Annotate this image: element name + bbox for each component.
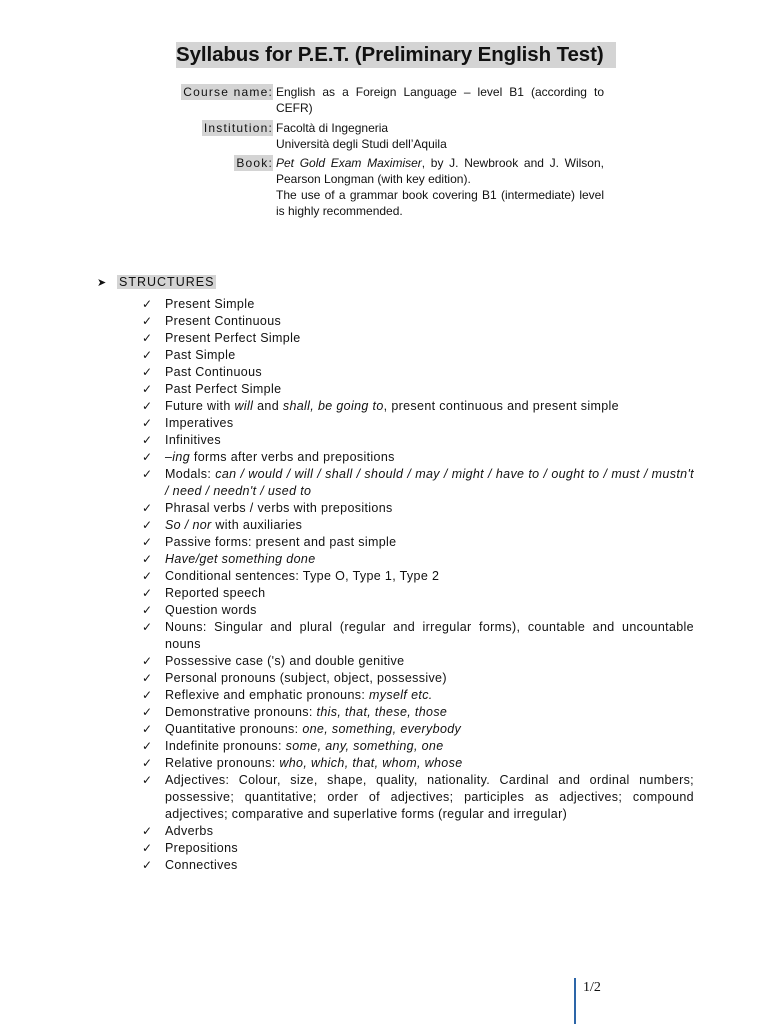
checkmark-icon: ✓ (142, 382, 153, 396)
checkmark-icon: ✓ (142, 535, 153, 549)
checkmark-icon: ✓ (142, 654, 153, 668)
section-heading (97, 274, 216, 291)
meta-value-line: Pet Gold Exam Maximiser, by J. Newbrook and J. Wilson, Pearson Longman (with key edition). (276, 156, 604, 186)
checkmark-icon: ✓ (142, 297, 153, 311)
meta-label: Institution: (203, 121, 273, 135)
list-item (0, 755, 694, 772)
checkmark-icon: ✓ (142, 416, 153, 430)
document-title: Syllabus for P.E.T. (Preliminary English Test) (176, 42, 616, 68)
list-item (0, 857, 694, 874)
list-item (0, 381, 694, 398)
list-item (0, 602, 694, 619)
list-item-text: Possessive case ('s) and double genitive (165, 654, 405, 668)
checkmark-icon: ✓ (142, 433, 153, 447)
checkmark-icon: ✓ (142, 841, 153, 855)
section-title: STRUCTURES (119, 275, 215, 289)
checkmark-icon: ✓ (142, 467, 153, 481)
checkmark-icon: ✓ (142, 399, 153, 413)
list-item-text: Nouns: Singular and plural (regular and irregular forms), countable and uncountable nouns (165, 620, 694, 651)
meta-value-line: The use of a grammar book covering B1 (intermediate) level is highly recommended. (276, 188, 604, 218)
list-item-text: Reported speech (165, 586, 266, 600)
list-item-text: Adjectives: Colour, size, shape, quality, nationality. Cardinal and ordinal numbers; possessive; quantitative; order of adjectives; participles as adjectives; compound adjectives; comparative and superlative forms (regular and irregular) (165, 773, 694, 821)
list-item (0, 296, 694, 313)
checkmark-icon: ✓ (142, 450, 153, 464)
list-item (0, 551, 694, 568)
list-item (0, 398, 694, 415)
list-item (0, 687, 694, 704)
list-item (0, 585, 694, 602)
arrow-bullet-icon: ➤ (97, 277, 107, 289)
list-item (0, 772, 694, 823)
list-item-text: Question words (165, 603, 257, 617)
meta-value-line: Facoltà di Ingegneria (276, 121, 389, 135)
list-item-text: Phrasal verbs / verbs with prepositions (165, 501, 393, 515)
list-item-text: Quantitative pronouns: one, something, everybody (165, 722, 462, 736)
list-item-text: Prepositions (165, 841, 238, 855)
checkmark-icon: ✓ (142, 603, 153, 617)
checkmark-icon: ✓ (142, 501, 153, 515)
list-item (0, 653, 694, 670)
list-item-text: Modals: can / would / will / shall / should / may / might / have to / ought to / must / mustn't / need / needn't / used to (165, 467, 694, 498)
structures-list (0, 296, 694, 874)
checkmark-icon: ✓ (142, 586, 153, 600)
checkmark-icon: ✓ (142, 314, 153, 328)
list-item (0, 738, 694, 755)
checkmark-icon: ✓ (142, 365, 153, 379)
list-item-text: Present Perfect Simple (165, 331, 301, 345)
meta-value-line: English as a Foreign Language – level B1 (according to CEFR) (276, 85, 604, 115)
list-item (0, 840, 694, 857)
checkmark-icon: ✓ (142, 739, 153, 753)
list-item (0, 364, 694, 381)
meta-value (276, 120, 604, 152)
list-item-text: Past Perfect Simple (165, 382, 282, 396)
list-item (0, 432, 694, 449)
checkmark-icon: ✓ (142, 705, 153, 719)
checkmark-icon: ✓ (142, 331, 153, 345)
meta-value (276, 84, 604, 116)
list-item-text: Conditional sentences: Type O, Type 1, Type 2 (165, 569, 440, 583)
list-item-text: Adverbs (165, 824, 214, 838)
list-item (0, 500, 694, 517)
page-number: 1/2 (583, 980, 601, 995)
list-item (0, 704, 694, 721)
checkmark-icon: ✓ (142, 620, 153, 634)
list-item (0, 619, 694, 653)
list-item (0, 347, 694, 364)
list-item-text: Indefinite pronouns: some, any, something, one (165, 739, 444, 753)
list-item (0, 466, 694, 500)
list-item-text: Past Simple (165, 348, 236, 362)
list-item-text: Future with will and shall, be going to, present continuous and present simple (165, 399, 619, 413)
meta-label: Course name: (183, 85, 273, 99)
checkmark-icon: ✓ (142, 824, 153, 838)
list-item (0, 670, 694, 687)
list-item (0, 823, 694, 840)
list-item (0, 313, 694, 330)
list-item-text: Present Simple (165, 297, 255, 311)
list-item (0, 568, 694, 585)
list-item-text: Relative pronouns: who, which, that, whom, whose (165, 756, 463, 770)
checkmark-icon: ✓ (142, 773, 153, 787)
checkmark-icon: ✓ (142, 569, 153, 583)
checkmark-icon: ✓ (142, 671, 153, 685)
list-item-text: Demonstrative pronouns: this, that, these, those (165, 705, 448, 719)
list-item-text: Infinitives (165, 433, 221, 447)
meta-value-line: Università degli Studi dell’Aquila (276, 137, 447, 151)
checkmark-icon: ✓ (142, 518, 153, 532)
page-number-bar (574, 978, 576, 1024)
list-item-text: Connectives (165, 858, 238, 872)
list-item-text: Imperatives (165, 416, 234, 430)
list-item-text: Passive forms: present and past simple (165, 535, 397, 549)
list-item (0, 517, 694, 534)
list-item-text: Past Continuous (165, 365, 262, 379)
checkmark-icon: ✓ (142, 722, 153, 736)
list-item-text: So / nor with auxiliaries (165, 518, 303, 532)
list-item-text: Have/get something done (165, 552, 316, 566)
checkmark-icon: ✓ (142, 552, 153, 566)
checkmark-icon: ✓ (142, 756, 153, 770)
checkmark-icon: ✓ (142, 348, 153, 362)
list-item-text: Reflexive and emphatic pronouns: myself etc. (165, 688, 433, 702)
list-item-text: –ing forms after verbs and prepositions (165, 450, 395, 464)
list-item-text: Personal pronouns (subject, object, possessive) (165, 671, 447, 685)
list-item-text: Present Continuous (165, 314, 282, 328)
checkmark-icon: ✓ (142, 858, 153, 872)
list-item (0, 721, 694, 738)
list-item (0, 449, 694, 466)
meta-label: Book: (236, 156, 273, 170)
list-item (0, 415, 694, 432)
list-item (0, 534, 694, 551)
checkmark-icon: ✓ (142, 688, 153, 702)
meta-value (276, 155, 604, 219)
list-item (0, 330, 694, 347)
